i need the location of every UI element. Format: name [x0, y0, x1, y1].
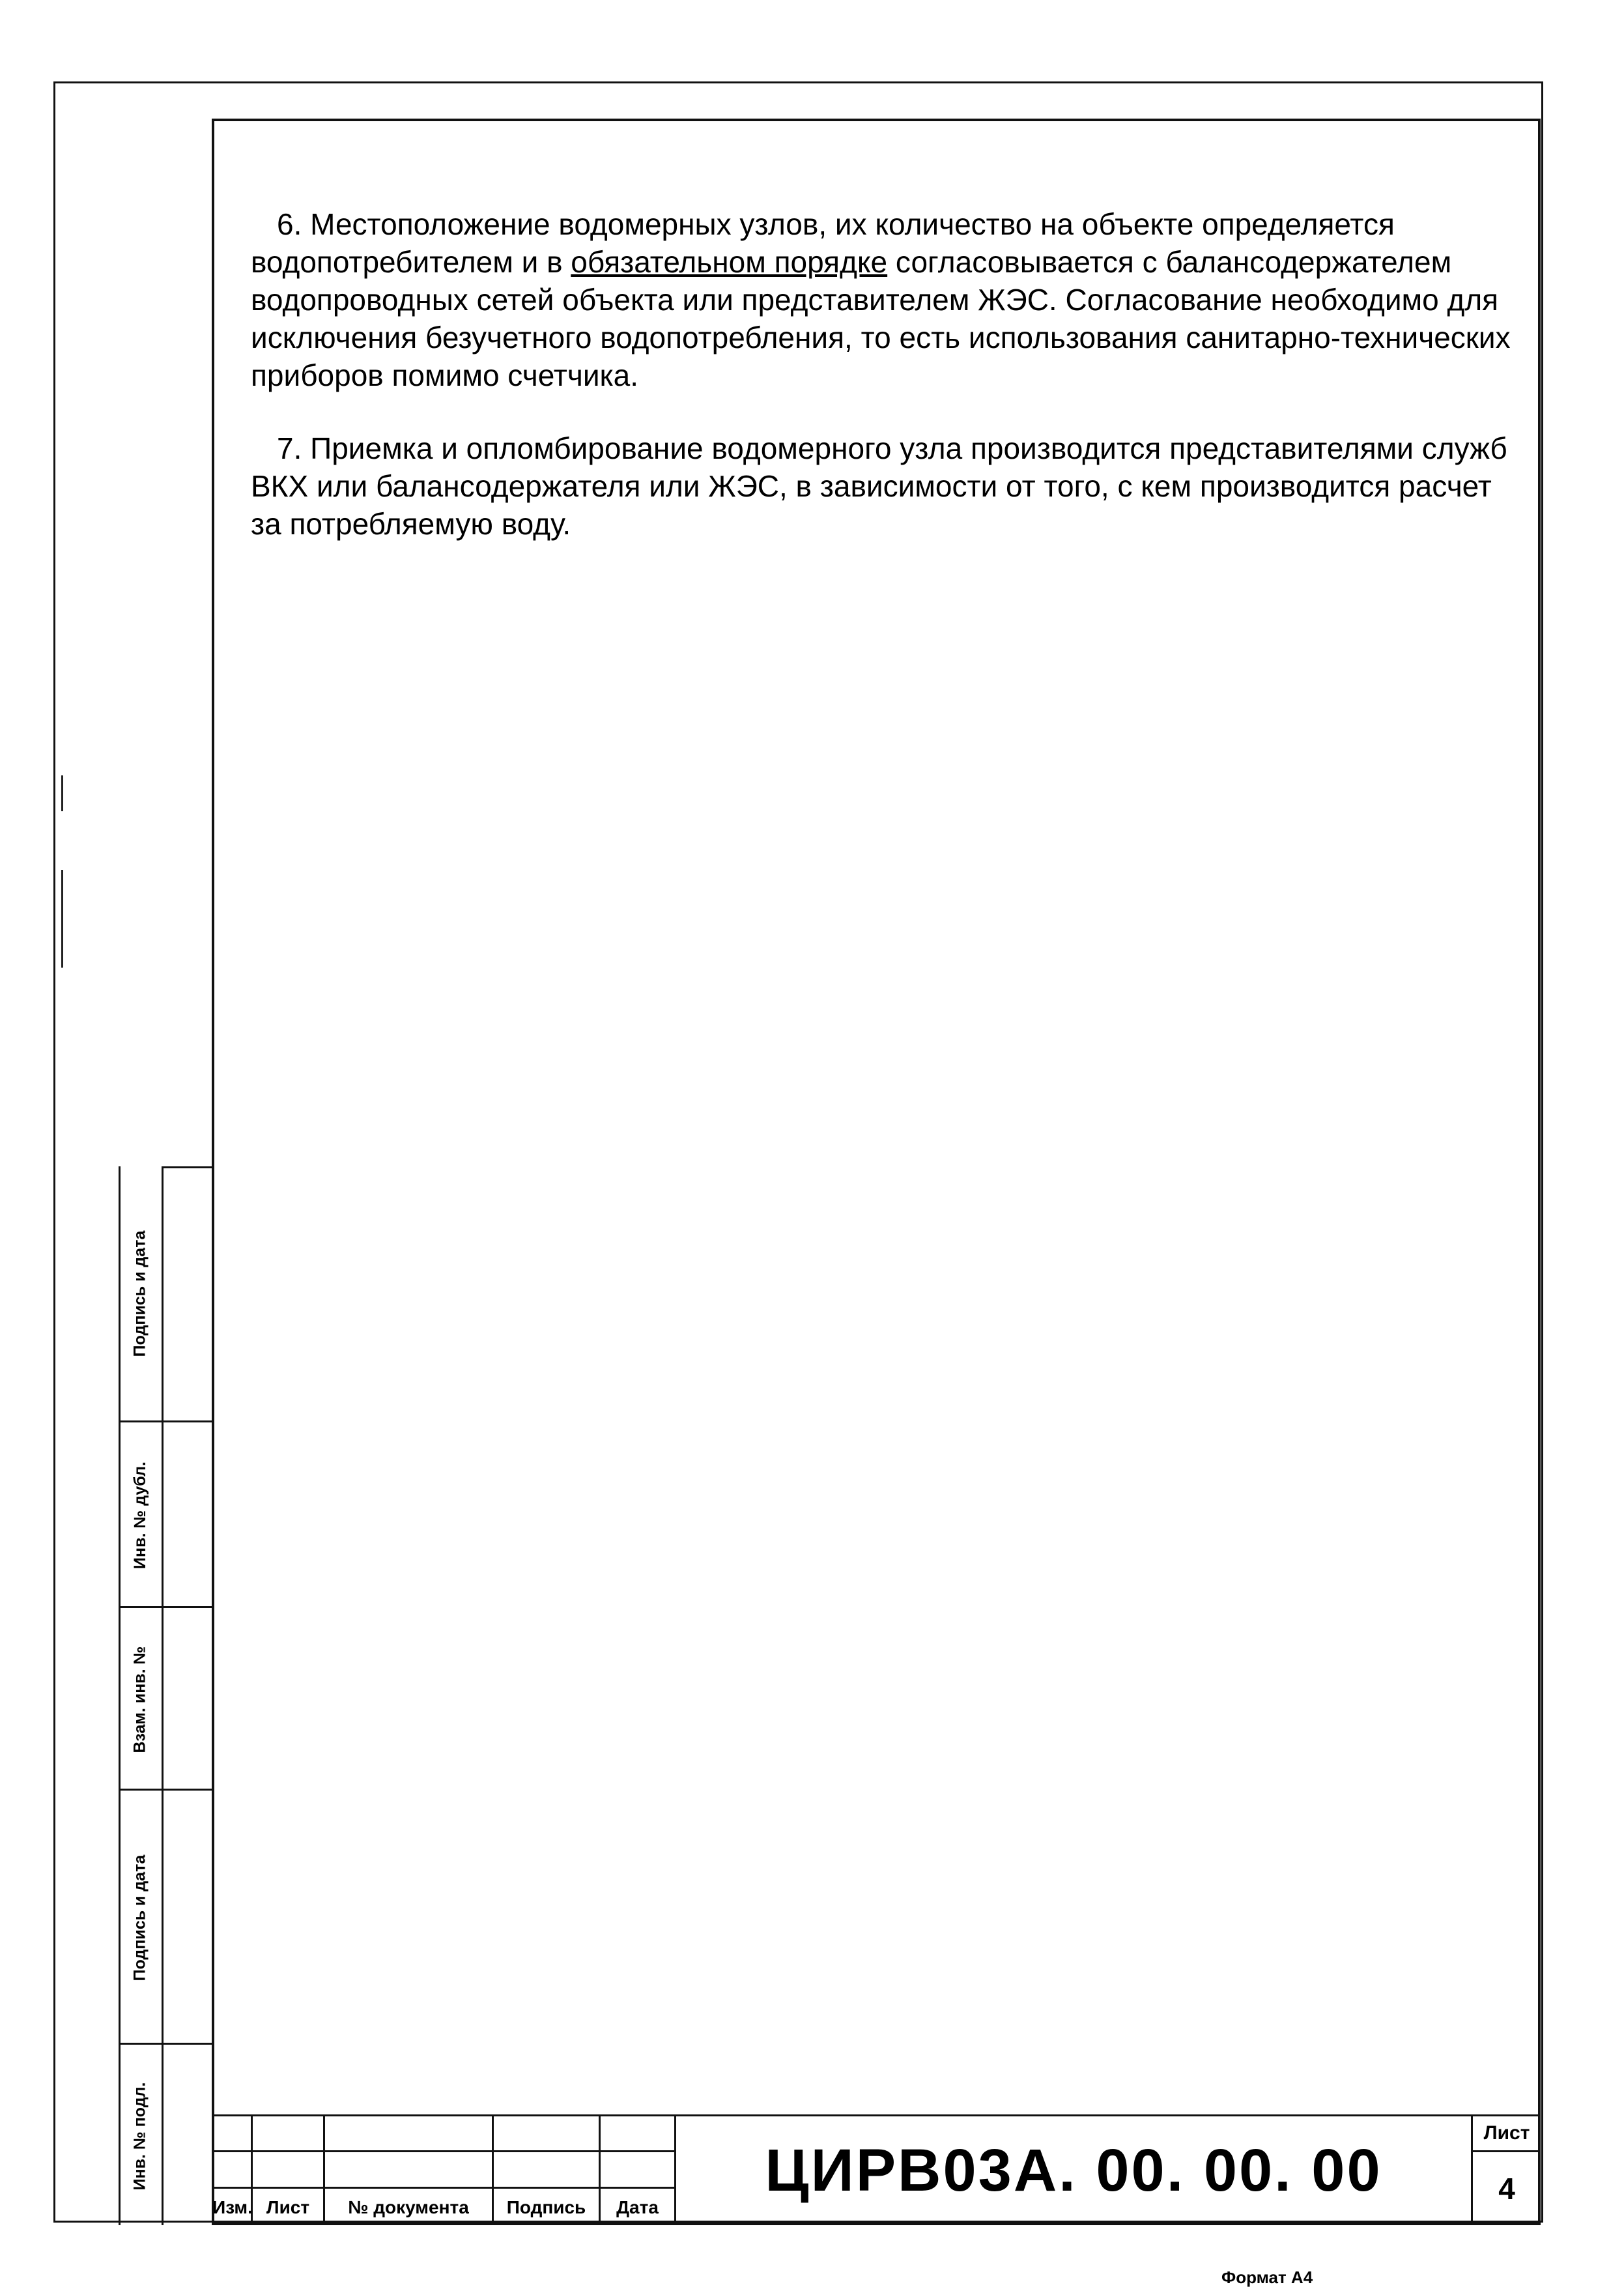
- side-cell-signature-date-2: [119, 1789, 212, 2043]
- col-header-date: Дата: [616, 2197, 659, 2217]
- side-label: Подпись и дата: [130, 1854, 149, 1981]
- col-header-list: Лист: [266, 2197, 310, 2217]
- col-header-izm: Изм.: [212, 2197, 253, 2217]
- paragraph-6: [251, 205, 1521, 394]
- paragraph-7: 7. Приемка и опломбирование водомерного узла производится представителями служб ВКХ или балансодержателя или ЖЭС, в зависимости от того, с кем производится расчет за потребляемую воду.: [251, 431, 1507, 541]
- side-cell-vzam-inv: [119, 1606, 212, 1789]
- sheet-number: 4: [1498, 2172, 1515, 2206]
- title-block-row-line: [212, 2187, 674, 2189]
- title-block-row-line: [212, 2150, 674, 2152]
- sheet-label: Лист: [1483, 2122, 1530, 2144]
- document-body: [251, 205, 1521, 578]
- side-label: Взам. инв. №: [130, 1645, 149, 1753]
- paragraph-6-underlined: обязательном порядке: [571, 245, 888, 279]
- document-number: ЦИРВ03А. 00. 00. 00: [765, 2137, 1382, 2204]
- side-label: Инв. № подл.: [130, 2082, 149, 2190]
- side-label: Инв. № дубл.: [130, 1462, 149, 1569]
- scan-mark: [61, 870, 63, 968]
- side-cell-inv-dubl: [119, 1420, 212, 1606]
- side-cell-inv-podl: [119, 2043, 212, 2225]
- side-cell-signature-date-1: [119, 1166, 212, 1420]
- side-label: Подпись и дата: [130, 1230, 149, 1357]
- scan-mark: [61, 775, 63, 811]
- format-label: Формат А4: [1221, 2268, 1313, 2287]
- col-header-doc-number: № документа: [348, 2197, 469, 2217]
- col-header-signature: Подпись: [506, 2197, 586, 2217]
- paragraph-6-text-end: согласовывается с балансодержателем водопроводных сетей объекта или представителем ЖЭС. Согласование необходимо для исключения безучетного водопотребления, то есть использования санитарно-технических приборов помимо счетчика.: [251, 245, 1511, 392]
- paragraph-6-text: 6. Местоположение водомерных узлов, их количество на объекте определяется водопотребителем и в: [251, 207, 1395, 279]
